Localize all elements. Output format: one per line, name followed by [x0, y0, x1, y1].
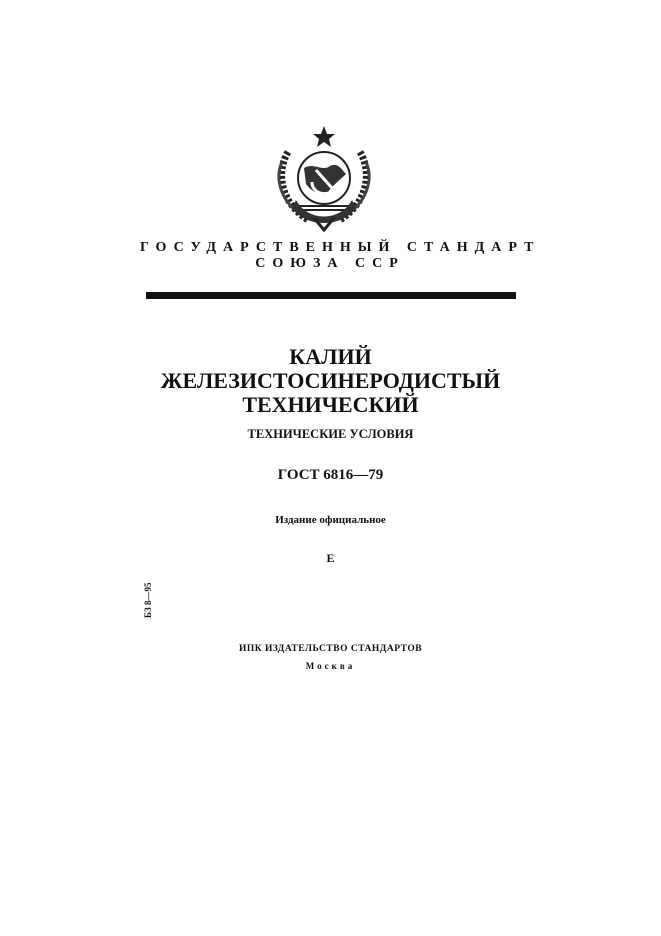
publisher-city: Москва [305, 661, 356, 671]
edition-letter: Е [326, 551, 335, 565]
document-title-line-3: ТЕХНИЧЕСКИЙ [242, 392, 419, 417]
document-subtitle: ТЕХНИЧЕСКИЕ УСЛОВИЯ [247, 427, 414, 441]
edition-label: Издание официальное [275, 514, 386, 526]
publisher-name: ИПК ИЗДАТЕЛЬСТВО СТАНДАРТОВ [238, 644, 423, 654]
ussr-coat-of-arms-icon [268, 122, 380, 232]
document-title-line-2: ЖЕЛЕЗИСТОСИНЕРОДИСТЫЙ [160, 368, 501, 393]
ussr-heading: СОЮЗА ССР [255, 256, 405, 271]
divider-rule [146, 292, 516, 299]
standard-number: ГОСТ 6816—79 [277, 467, 384, 483]
side-code: БЗ 8—95 [143, 582, 153, 618]
state-standard-heading: ГОСУДАРСТВЕННЫЙ СТАНДАРТ [140, 240, 541, 255]
document-title-line-1: КАЛИЙ [289, 344, 372, 369]
